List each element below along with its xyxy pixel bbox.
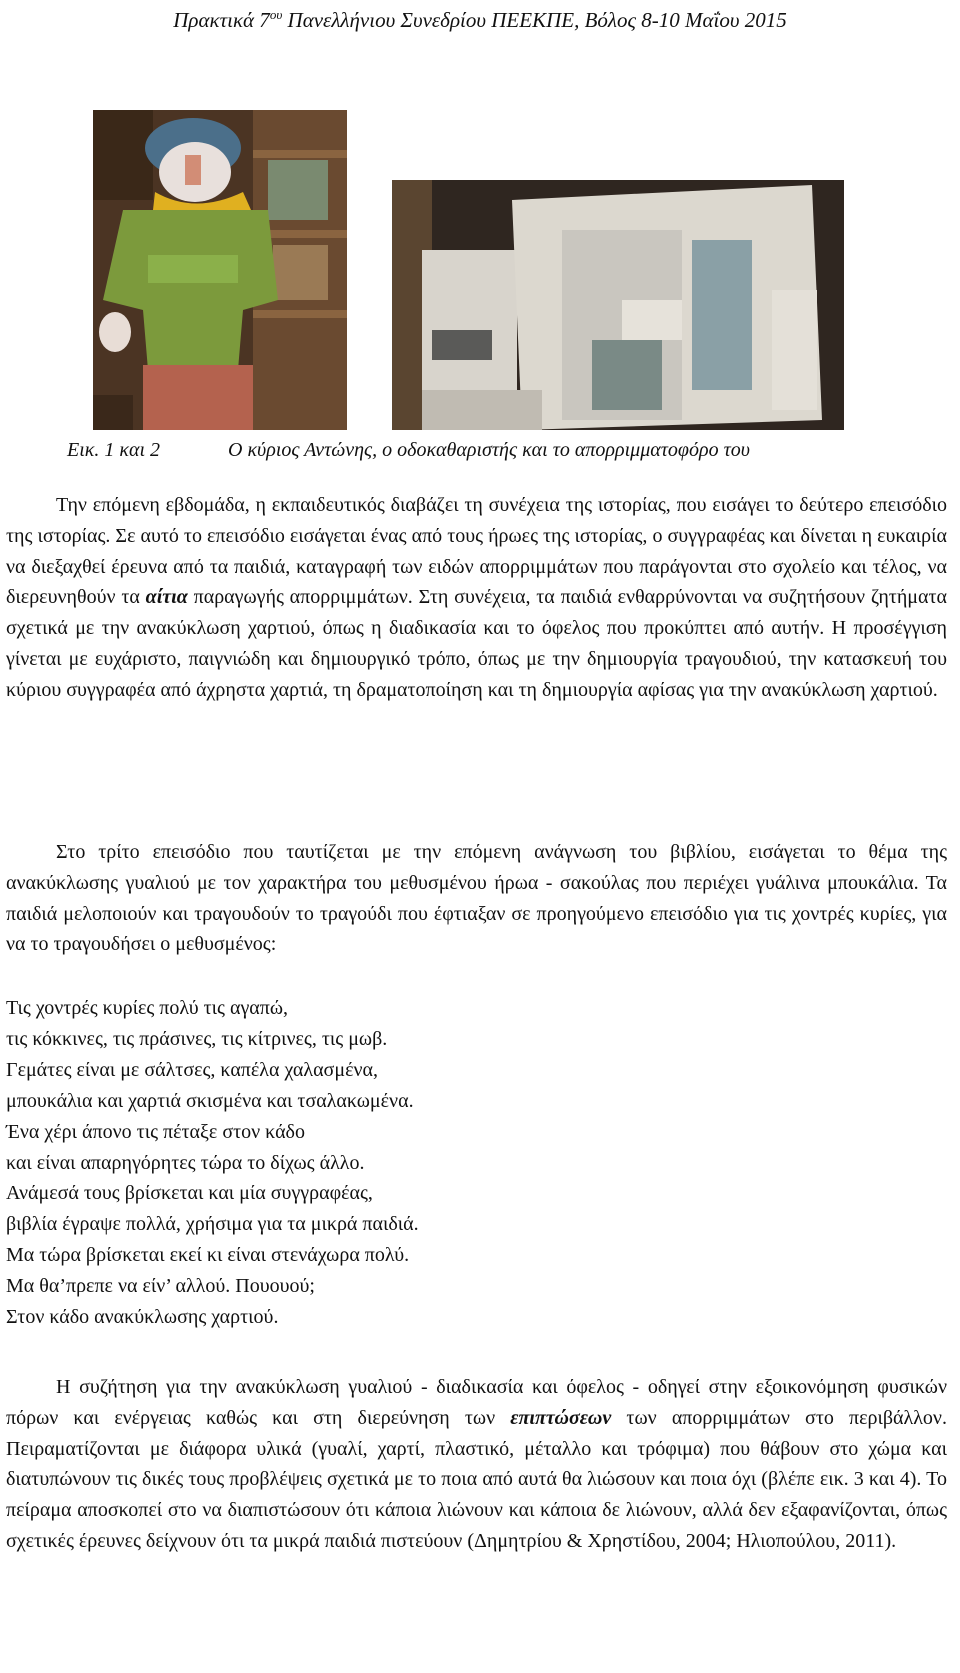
lyric-line: μπουκάλια και χαρτιά σκισμένα και τσαλακωμένα. (6, 1089, 414, 1112)
lyric-line: και είναι απαρηγόρητες τώρα το δίχως άλλο. (6, 1151, 365, 1174)
header-superscript: ου (269, 7, 283, 22)
emphasis-impacts: επιπτώσεων (510, 1406, 612, 1429)
lyric-line: Μα θα’πρεπε να είν’ αλλού. Πουουού; (6, 1275, 315, 1298)
song-lyrics (6, 993, 419, 1333)
lyric-line: βιβλία έγραψε πολλά, χρήσιμα για τα μικρά παιδιά. (6, 1213, 419, 1236)
lyric-line: Γεμάτες είναι με σάλτσες, καπέλα χαλασμένα, (6, 1058, 378, 1081)
paragraph-glass-recycling (6, 1372, 947, 1557)
paragraph-episode-three (6, 837, 947, 960)
paragraph-text: Την επόμενη εβδομάδα, η εκπαιδευτικός διαβάζει τη συνέχεια της ιστορίας, που εισάγει το δεύτερο επεισόδιο της ιστορίας. Σε αυτό το επεισόδιο εισάγεται ένας από τους ήρωες της ιστορίας, ο συγγραφέας και δίνεται η ευκαιρία να διεξαχθεί έρευνα από τα παιδιά, καταγραφή των ειδών απορριμμάτων που παράγονται στο σχολείο και τέλος, να διερευνηθούν τα (6, 494, 947, 609)
figure-label: Εικ. 1 και 2 (67, 439, 161, 461)
page-header (0, 0, 960, 35)
lyric-line: Στον κάδο ανακύκλωσης χαρτιού. (6, 1306, 279, 1329)
emphasis-causes: αίτια (145, 586, 188, 609)
header-prefix: Πρακτικά 7 (173, 8, 270, 32)
lyric-line: τις κόκκινες, τις πράσινες, τις κίτρινες, τις μωβ. (6, 1027, 388, 1050)
paragraph-text: Στο τρίτο επεισόδιο που ταυτίζεται με την επόμενη ανάγνωση του βιβλίου, εισάγεται το θέμα της ανακύκλωσης γυαλιού με τον χαρακτήρα του μεθυσμένου ήρωα - σακούλας που περιέχει γυάλινα μπουκάλια. Τα παιδιά μελοποιούν και τραγουδούν το τραγούδι που έφτιαξαν σε προηγούμενο επεισόδιο για τις χοντρές κυρίες, για να το τραγουδήσει ο μεθυσμένος: (6, 841, 947, 956)
paragraph-text: των απορριμμάτων στο περιβάλλον. Πειραματίζονται με διάφορα υλικά (γυαλί, χαρτί, πλαστικό, μέταλλο και τρόφιμα) που θάβουν στο χώμα και διατυπώνουν τις δικές τους προβλέψεις σχετικά με το ποια από αυτά θα λιώσουν και ποια όχι (βλέπε εικ. 3 και 4). Το πείραμα αποσκοπεί στο να διαπιστώσουν ότι κάποια λιώνουν και κάποια δε λιώνουν, αλλά δεν εξαφανίζονται, όπως σχετικές έρευνες δείχνουν ότι τα μικρά παιδιά πιστεύουν (Δημητρίου & Χρηστίδου, 2004; Ηλιοπούλου, 2011). (6, 1406, 947, 1552)
garbage-truck-illustration (392, 180, 844, 430)
lyric-line: Μα τώρα βρίσκεται εκεί κι είναι στενάχωρα πολύ. (6, 1244, 410, 1267)
lyric-line: Ανάμεσά τους βρίσκεται και μία συγγραφέας, (6, 1182, 373, 1205)
paragraph-text: παραγωγής απορριμμάτων. Στη συνέχεια, τα παιδιά ενθαρρύνονται να συζητήσουν ζητήματα σχετικά με την ανακύκλωση χαρτιού, όπως η διαδικασία και το όφελος που προκύπτει από αυτήν. Η προσέγγιση γίνεται με ευχάριστο, παιγνιώδη και δημιουργικό τρόπο, όπως με την δημιουργία τραγουδιού, την κατασκευή του κύριου συγγραφέα από άχρηστα χαρτιά, τη δραματοποίηση και τη δημιουργία αφίσας για την ανακύκλωση χαρτιού. (6, 586, 947, 701)
photo-garbage-truck (392, 180, 844, 430)
street-cleaner-illustration (93, 110, 347, 430)
lyric-line: Ένα χέρι άπονο τις πέταξε στον κάδο (6, 1120, 305, 1143)
lyric-line: Τις χοντρές κυρίες πολύ τις αγαπώ, (6, 997, 289, 1019)
header-suffix: Πανελλήνιου Συνεδρίου ΠΕΕΚΠΕ, Βόλος 8-10 Μαΐου 2015 (282, 8, 787, 32)
paragraph-episode-two (6, 490, 947, 706)
photo-street-cleaner (93, 110, 347, 430)
figure-caption-text: Ο κύριος Αντώνης, ο οδοκαθαριστής και το απορριμματοφόρο του (228, 439, 750, 461)
paragraph-text: Η συζήτηση για την ανακύκλωση γυαλιού - διαδικασία και όφελος - οδηγεί στην εξοικονόμηση φυσικών πόρων και ενέργειας καθώς και στη διερεύνηση των (6, 1376, 947, 1429)
